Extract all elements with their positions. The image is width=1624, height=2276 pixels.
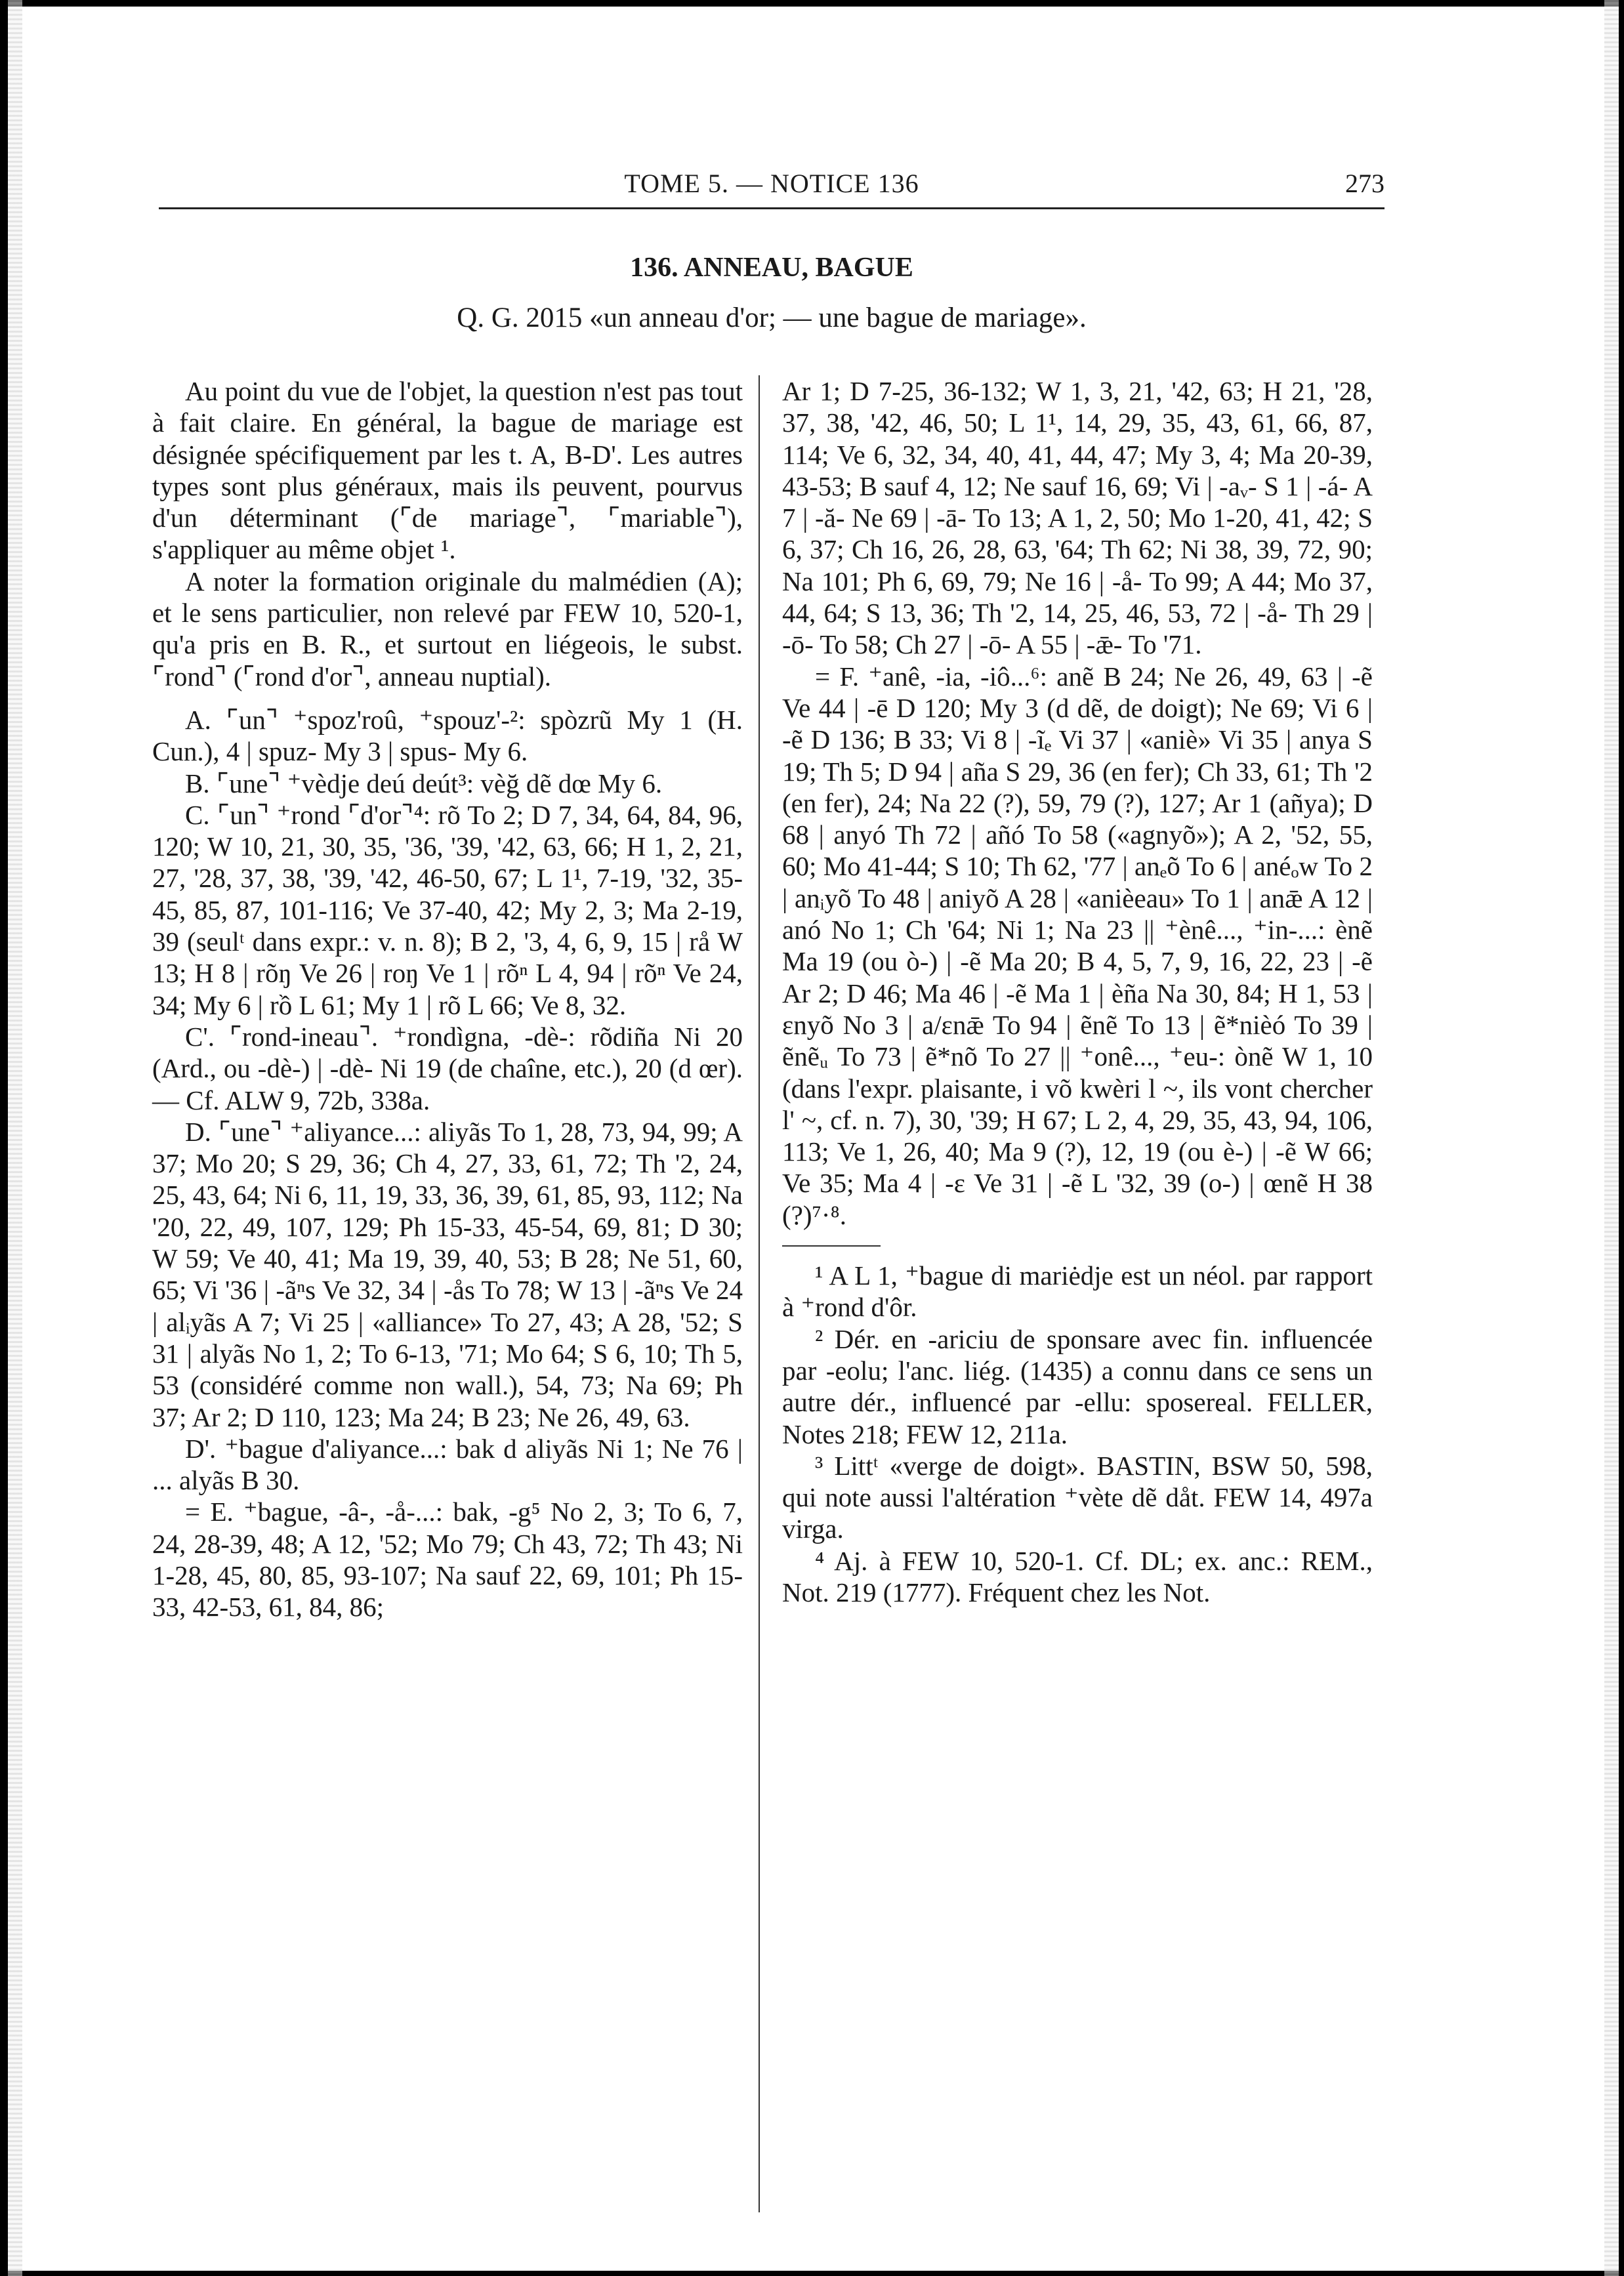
footnotes — [782, 1260, 1373, 1608]
type-d-prime-entry: D'. ⁺bague d'aliyance...: bak d aliyãs Ni 1; Ne 76 | ... alyãs B 30. — [152, 1433, 743, 1496]
type-a-entry: A. ⌜un⌝ ⁺spoz'roû, ⁺spouz'-²: spòzrũ My 1 (H. Cun.), 4 | spuz- My 3 | spus- My 6. — [152, 704, 743, 767]
running-head: TOME 5. — NOTICE 136 — [624, 169, 919, 198]
type-e-entry: = E. ⁺bague, -â-, -å-...: bak, -g⁵ No 2, 3; To 6, 7, 24, 28-39, 48; A 12, '52; Mo 79; Ch 43, 72; Th 43; Ni 1-28, 45, 80, 85, 93-107; Na sauf 22, 69, 101; Ph 15-33, 42-53, 61, 84, 86; — [152, 1497, 743, 1623]
footnote-4: ⁴ Aj. à FEW 10, 520-1. Cf. DL; ex. anc.: REM., Not. 219 (1777). Fréquent chez les Not. — [782, 1545, 1373, 1607]
remark-paragraph: A noter la formation originale du malmédien (A); et le sens particulier, non relevé par FEW 10, 520-1, qu'a pris en B. R., et surtout en liégeois, le subst. ⌜rond⌝ (⌜rond d'or⌝, anneau nuptial). — [152, 566, 743, 692]
intro-paragraph: Au point du vue de l'objet, la question n'est pas tout à fait claire. En général, la bague de mariage est désignée spécifiquement par les t. A, B-D'. Les autres types sont plus généraux, mais ils peuvent, pourvus d'un déterminant (⌜de mariage⌝, ⌜mariable⌝), s'appliquer au même objet ¹. — [152, 376, 743, 565]
article-title: 136. ANNEAU, BAGUE — [630, 253, 913, 283]
page-header — [159, 165, 1385, 209]
right-column — [782, 375, 1373, 1608]
column-divider — [759, 375, 760, 2212]
footnote-2: ² Dér. en -ariciu de sponsare avec fin. influencée par -eolu; l'anc. liég. (1435) a connu dans ce sens un autre dér., influencé par -ellu: sposereal. FELLER, Notes 218; FEW 12, 211a. — [782, 1323, 1373, 1449]
type-c-entry: C. ⌜un⌝ ⁺rond ⌜d'or⌝⁴: rõ To 2; D 7, 34, 64, 84, 96, 120; W 10, 21, 30, 35, '36, '39, '42, 63, 66; H 1, 2, 21, 27, '28, 37, 38, '39, '42, 46-50, 67; L 1¹, 7-19, '32, 35-45, 85, 87, 101-116; Ve 37-40, 42; My 2, 3; Ma 2-19, 39 (seulᵗ dans expr.: v. n. 8); B 2, '3, 4, 6, 9, 15 | rå W 13; H 8 | rõŋ Ve 26 | roŋ Ve 1 | rõⁿ L 4, 94 | rõⁿ Ve 24, 34; My 6 | rồ L 61; My 1 | rõ L 66; Ve 8, 32. — [152, 799, 743, 1020]
left-column — [152, 375, 743, 1623]
page-number: 273 — [1345, 169, 1385, 198]
questionnaire-line: Q. G. 2015 «un anneau d'or; — une bague de mariage». — [457, 302, 1087, 333]
footnote-rule — [782, 1245, 881, 1247]
type-c-prime-entry: C'. ⌜rond-ineau⌝. ⁺rondìgna, -dè-: rõdiña Ni 20 (Ard., ou -dè-) | -dè- Ni 19 (de chaîne, etc.), 20 (d œr). — Cf. ALW 9, 72b, 338a. — [152, 1021, 743, 1115]
type-b-entry: B. ⌜une⌝ ⁺vèdje deú deút³: vèğ dẽ dœ My 6. — [185, 768, 663, 798]
scan-edge-right — [1604, 0, 1619, 2276]
type-d-entry: D. ⌜une⌝ ⁺aliyance...: aliyãs To 1, 28, 73, 94, 99; A 37; Mo 20; S 29, 36; Ch 4, 27, 33, 61, 72; Th '2, 24, 25, 43, 64; Ni 6, 11, 19, 33, 36, 39, 61, 85, 93, 112; Na '20, 22, 49, 107, 129; Ph 15-33, 45-54, 69, 81; D 30; W 59; Ve 40, 41; Ma 19, 39, 40, 53; B 28; Ne 51, 60, 65; Vi '36 | -ãⁿs Ve 32, 34 | -ås To 78; W 13 | -ãⁿs Ve 24 | alᵢyãs A 7; Vi 25 | «alliance» To 27, 43; A 28, '52; S 31 | alyãs No 1, 2; To 6-13, '71; Mo 64; S 6, 10; Th 5, 53 (considéré comme non wall.), 54, 73; Na 69; Ph 37; Ar 2; D 110, 123; Ma 24; B 23; Ne 26, 49, 63. — [152, 1116, 743, 1432]
type-f-entry: = F. ⁺anê, -ia, -iô...⁶: anẽ B 24; Ne 26, 49, 63 | -ẽ Ve 44 | -ē D 120; My 3 (d dẽ, de doigt); Ne 69; Vi 6 | -ẽ D 136; B 33; Vi 8 | -ĩₑ Vi 37 | «aniè» Vi 35 | anya S 19; Th 5; D 94 | aña S 29, 36 (en fer); Ch 33, 61; Th '2 (en fer), 24; Na 22 (?), 59, 79 (?), 127; Ar 1 (añya); D 68 | anyó Th 72 | añó To 58 («agnyõ»); A 2, '52, 55, 60; Mo 41-44; S 10; Th 62, '77 | anₑõ To 6 | anéₒw To 2 | anᵢyõ To 48 | aniyõ A 28 | «anièeau» To 1 | anǣ A 12 | anó No 1; Ch '64; Ni 1; Na 23 || ⁺ènê..., ⁺in-...: ènẽ Ma 19 (ou ò-) | -ẽ Ma 20; B 4, 5, 7, 9, 16, 22, 23 | -ẽ Ar 2; D 46; Ma 46 | -ẽ Ma 1 | èña Na 30, 84; H 1, 53 | ɛnyõ No 3 | a/ɛnǣ To 94 | ẽnẽ To 13 | ẽ*nièó To 39 | ẽnẽᵤ To 73 | ẽ*nõ To 27 || ⁺onê..., ⁺eu-: ònẽ W 1, 10 (dans l'expr. plaisante, i võ kwèri l ~, ils vont chercher l' ~, cf. n. 7), 30, '39; H 67; L 2, 4, 29, 35, 43, 94, 106, 113; Ve 1, 26, 40; Ma 9 (?), 12, 19 (ou è-) | -ẽ W 66; Ve 35; Ma 4 | -ɛ Ve 31 | -ẽ L '32, 39 (o-) | œnẽ H 38 (?)⁷·⁸. — [782, 661, 1373, 1230]
footnote-3: ³ Littᵗ «verge de doigt». BASTIN, BSW 50, 598, qui note aussi l'altération ⁺vète dẽ dåt. FEW 14, 497a virga. — [782, 1450, 1373, 1544]
footnote-1: ¹ A L 1, ⁺bague di mariėdje est un néol. par rapport à ⁺rond d'ôr. — [782, 1260, 1373, 1323]
scan-edge-left — [8, 0, 22, 2276]
type-e-continuation: Ar 1; D 7-25, 36-132; W 1, 3, 21, '42, 63; H 21, '28, 37, 38, '42, 46, 50; L 1¹, 14, 29, 35, 43, 61, 66, 87, 114; Ve 6, 32, 34, 40, 41, 44, 47; My 3, 4; Ma 20-39, 43-53; B sauf 4, 12; Ne sauf 16, 69; Vi | -aᵥ- S 1 | -á- A 7 | -ă- Ne 69 | -ā- To 13; A 1, 2, 50; Mo 1-20, 41, 42; S 6, 37; Ch 16, 26, 28, 63, '64; Th 62; Ni 38, 39, 72, 90; Na 101; Ph 6, 69, 79; Ne 16 | -å- To 99; A 44; Mo 37, 44, 64; S 13, 36; Th '2, 14, 25, 46, 53, 72 | -å- Th 29 | -ō- To 58; Ch 27 | -ō- A 55 | -ǣ- To '71. — [782, 376, 1373, 660]
